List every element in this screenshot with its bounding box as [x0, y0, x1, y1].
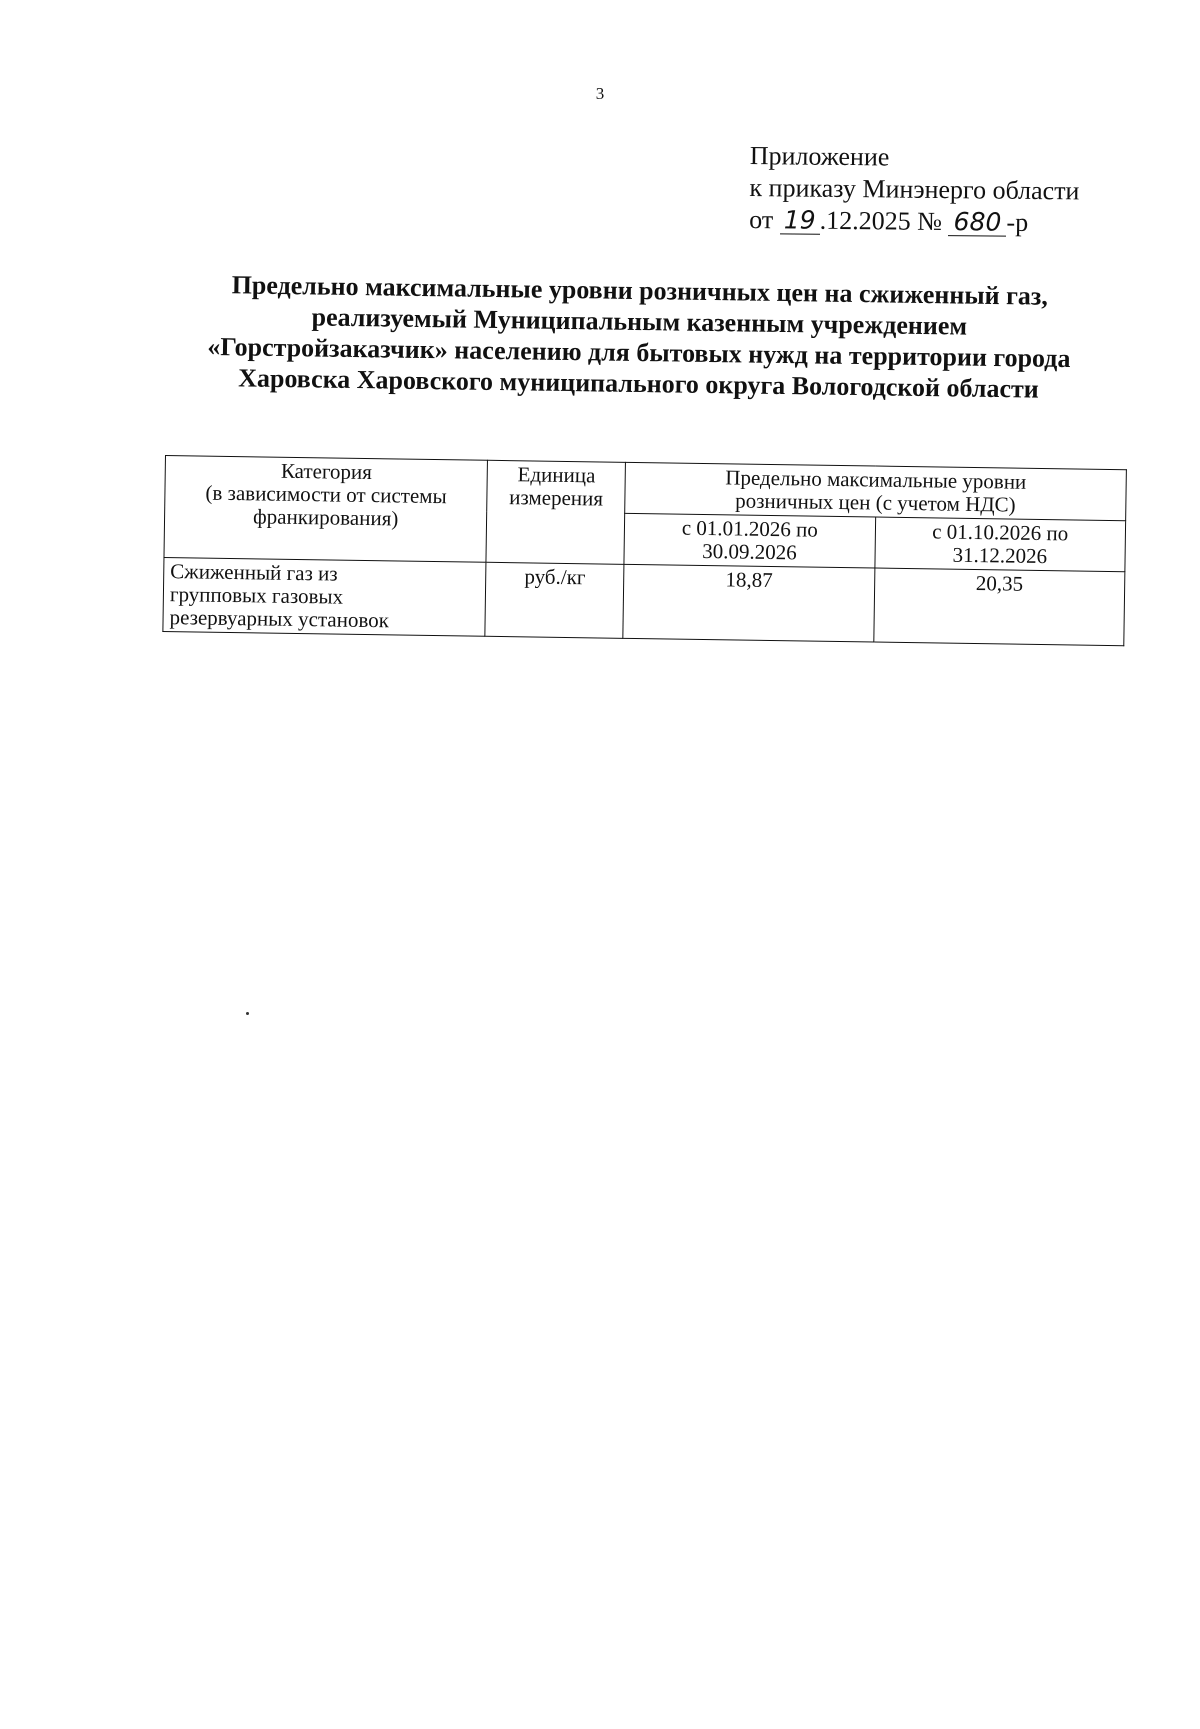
title-line-1: Предельно максимальные уровни розничных цен на сжиженный газ,	[231, 270, 1049, 311]
header-period-2	[874, 517, 1125, 572]
header-prices	[625, 462, 1127, 520]
appendix-title: Приложение	[749, 140, 890, 172]
header-period-line: 30.09.2026	[702, 538, 797, 565]
table-row	[163, 557, 1125, 645]
appendix-block	[749, 140, 1080, 239]
row-unit: руб./кг	[485, 562, 624, 638]
title-line-4: Харовска Харовского муниципального округа Вологодской области	[238, 363, 1039, 404]
page-number: 3	[595, 84, 605, 103]
header-category-line: Категория	[280, 458, 373, 485]
header-period-line: 31.12.2026	[952, 542, 1048, 569]
date-prefix: от	[749, 204, 774, 235]
appendix-date-line	[749, 204, 1079, 239]
header-prices-line: розничных цен (с учетом НДС)	[735, 488, 1016, 517]
header-unit-line: Единица	[517, 462, 596, 488]
number-suffix: -р	[1006, 207, 1029, 237]
table-header-row	[165, 456, 1127, 521]
header-category	[164, 456, 488, 563]
row-category	[163, 557, 486, 636]
date-rest: .12.2025	[819, 205, 911, 236]
handwritten-day: 19	[780, 207, 820, 234]
row-price-period-1: 18,87	[623, 564, 874, 642]
number-sign: №	[917, 206, 943, 237]
header-period-1	[624, 513, 875, 568]
header-category-line: франкирования)	[252, 504, 399, 531]
appendix-reference: к приказу Минэнерго области	[749, 172, 1080, 206]
price-table	[162, 455, 1127, 646]
title-line-3: «Горстройзаказчик» населению для бытовых нужд на территории города	[207, 331, 1071, 374]
document-title	[158, 268, 1120, 405]
header-period-line: с 01.10.2026 по	[932, 519, 1069, 546]
header-unit-line: измерения	[509, 485, 604, 511]
handwritten-order-number: 680	[948, 209, 1006, 237]
row-category-line: Сжиженный газ из	[170, 559, 338, 586]
title-line-2: реализуемый Муниципальным казенным учреждением	[311, 302, 968, 341]
row-category-line: резервуарных установок	[169, 605, 390, 633]
header-period-line: с 01.01.2026 по	[681, 515, 819, 542]
header-category-line: (в зависимости от системы	[205, 480, 447, 509]
header-prices-line: Предельно максимальные уровни	[725, 465, 1027, 494]
header-unit	[486, 460, 625, 564]
row-category-line: групповых газовых	[169, 582, 344, 609]
row-price-period-2: 20,35	[873, 568, 1125, 646]
scan-speck	[246, 1012, 249, 1015]
